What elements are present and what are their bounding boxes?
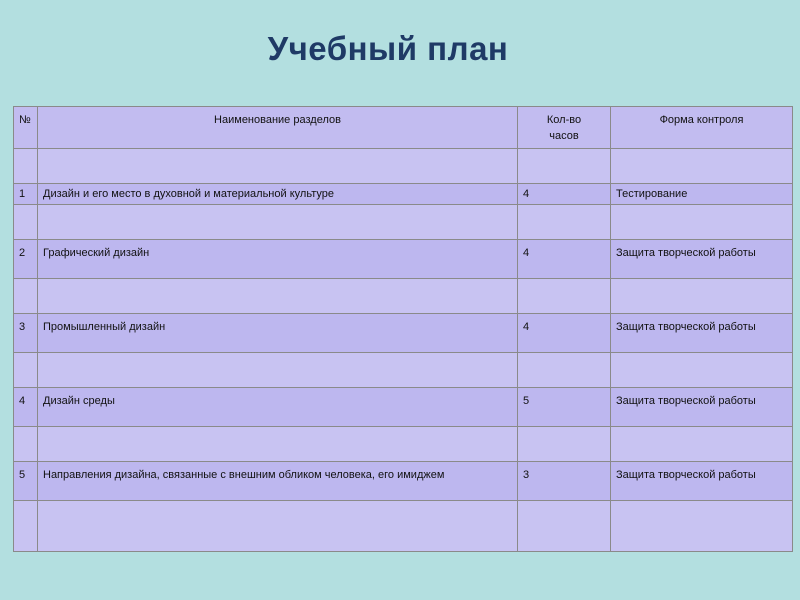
row-section-name: Направления дизайна, связанные с внешним обликом человека, его имиджем	[38, 462, 518, 501]
spacer-row	[14, 149, 793, 184]
row-number: 2	[14, 240, 38, 279]
row-section-name: Дизайн среды	[38, 388, 518, 427]
header-control-form: Форма контроля	[611, 107, 793, 149]
spacer-row	[14, 353, 793, 388]
row-section-name: Промышленный дизайн	[38, 314, 518, 353]
spacer-row	[14, 205, 793, 240]
header-section-name: Наименование разделов	[38, 107, 518, 149]
spacer-row	[14, 279, 793, 314]
row-section-name: Дизайн и его место в духовной и материальной культуре	[38, 184, 518, 205]
row-hours: 3	[518, 462, 611, 501]
curriculum-table	[13, 106, 793, 552]
table-row	[14, 314, 793, 353]
row-hours: 4	[518, 314, 611, 353]
spacer-row	[14, 427, 793, 462]
table-row	[14, 184, 793, 205]
row-control-form: Тестирование	[611, 184, 793, 205]
row-hours: 4	[518, 240, 611, 279]
row-control-form: Защита творческой работы	[611, 388, 793, 427]
row-hours: 4	[518, 184, 611, 205]
header-number: №	[14, 107, 38, 149]
row-control-form: Защита творческой работы	[611, 314, 793, 353]
spacer-row	[14, 501, 793, 552]
page-title: Учебный план	[267, 30, 509, 67]
header-hours-label: Кол-во часов	[546, 114, 582, 142]
row-number: 5	[14, 462, 38, 501]
header-hours	[518, 107, 611, 149]
table-row	[14, 388, 793, 427]
row-control-form: Защита творческой работы	[611, 240, 793, 279]
row-control-form: Защита творческой работы	[611, 462, 793, 501]
row-hours: 5	[518, 388, 611, 427]
table-row	[14, 462, 793, 501]
table-row	[14, 240, 793, 279]
table-header-row	[14, 107, 793, 149]
row-number: 1	[14, 184, 38, 205]
row-section-name: Графический дизайн	[38, 240, 518, 279]
row-number: 3	[14, 314, 38, 353]
row-number: 4	[14, 388, 38, 427]
